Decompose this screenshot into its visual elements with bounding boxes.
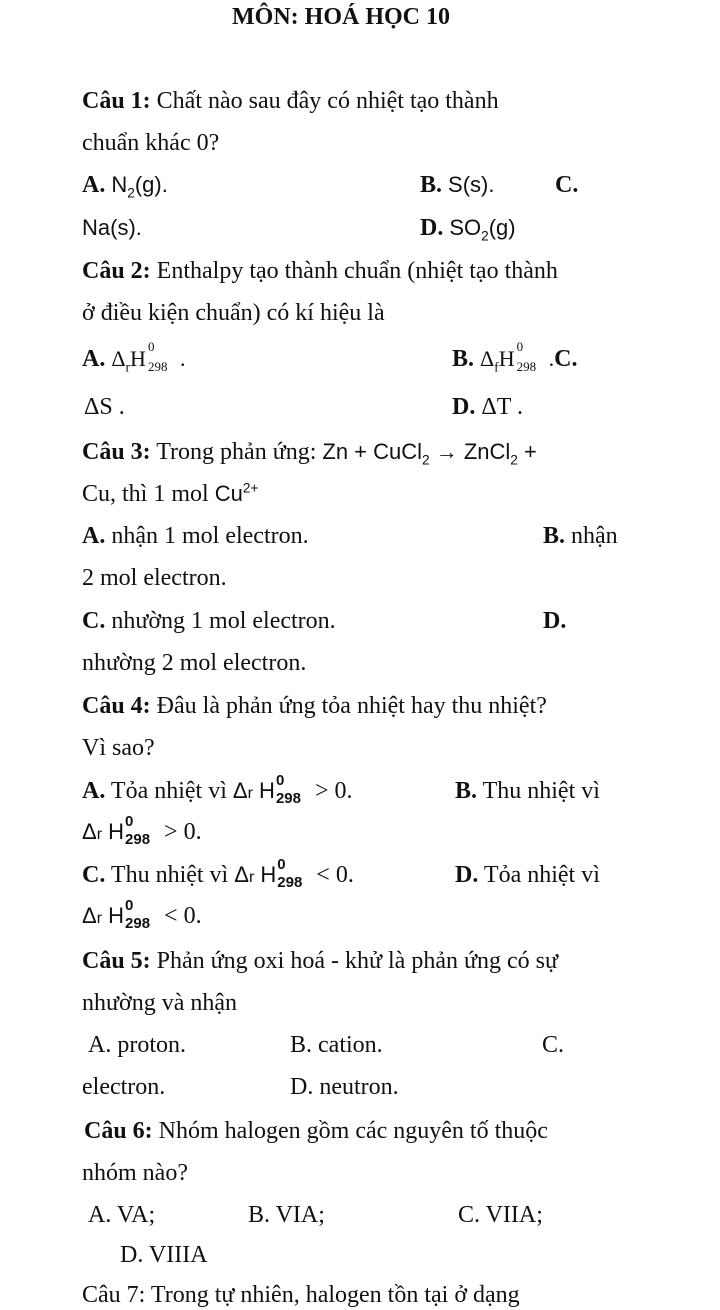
- option-text: ΔT .: [481, 394, 524, 420]
- question-3: [82, 437, 537, 467]
- option-text: Thu nhiệt vì: [477, 778, 600, 804]
- q2-option-c-label: C.: [554, 346, 578, 372]
- question-3-text-cont: Cu, thì 1 mol $Cu^{2+}$: [82, 480, 259, 507]
- question-2-text-cont: ở điều kiện chuẩn) có kí hiệu là: [82, 300, 385, 326]
- page-title: MÔN: HOÁ HỌC 10: [232, 4, 450, 30]
- option-text: Tỏa nhiệt vì: [105, 778, 233, 804]
- question-5: [82, 946, 558, 976]
- option-text: S(s).: [448, 172, 495, 197]
- option-label: B.: [452, 346, 475, 372]
- q4-option-b-cont: Δr H 0 298 > 0.: [82, 813, 202, 848]
- delta-h-expression: Δr H 0 298: [82, 897, 151, 932]
- option-label: A.: [82, 778, 106, 804]
- question-6-text-cont: nhóm nào?: [82, 1160, 188, 1186]
- q5-option-b: B. cation.: [290, 1032, 383, 1058]
- q1-option-d: [420, 213, 516, 243]
- question-1-text: Chất nào sau đây có nhiệt tạo thành: [150, 88, 499, 114]
- option-label: D.: [420, 215, 444, 241]
- option-text: $SO_2(g)$: [449, 215, 516, 244]
- q2-option-b: [452, 339, 578, 375]
- option-text: nhận 1 mol electron.: [105, 523, 309, 549]
- option-label: A.: [82, 346, 106, 372]
- q1-option-b: [420, 170, 494, 200]
- question-2: [82, 256, 558, 286]
- option-text: $N_2(g)$.: [111, 172, 168, 201]
- option-label: D.: [455, 862, 479, 888]
- question-4-label: Câu 4:: [82, 693, 151, 719]
- q2-option-d: [452, 392, 523, 422]
- q3-option-a: [82, 521, 309, 551]
- q5-option-d: D. neutron.: [290, 1074, 399, 1100]
- option-label: A.: [82, 523, 106, 549]
- q5-option-c-label: C.: [542, 1032, 565, 1058]
- q3-option-b: [543, 521, 618, 551]
- reaction-equation: Zn + CuCl$_2$ → ZnCl$_2$ +: [322, 439, 537, 468]
- q4-option-d: [455, 860, 600, 890]
- q1-option-c-text: Na(s).: [82, 215, 142, 240]
- option-label: A.: [82, 172, 106, 198]
- question-5-label: Câu 5:: [82, 948, 151, 974]
- q3-option-b-cont: 2 mol electron.: [82, 565, 227, 591]
- question-6-text: Nhóm halogen gồm các nguyên tố thuộc: [152, 1118, 548, 1144]
- delta-h-expression: Δr H 0 298: [232, 772, 301, 807]
- option-label: C.: [82, 862, 106, 888]
- option-label: B.: [543, 523, 566, 549]
- q1-option-c-label: C.: [555, 172, 579, 198]
- option-text: Tỏa nhiệt vì: [478, 862, 600, 888]
- q6-option-c: C. VIIA;: [458, 1202, 543, 1228]
- option-text: Thu nhiệt vì: [105, 862, 235, 888]
- question-4-text: Đâu là phản ứng tỏa nhiệt hay thu nhiệt?: [150, 693, 547, 719]
- delta-h-expression: Δr H 0 298: [82, 813, 151, 848]
- q2-option-a: [82, 339, 186, 375]
- q4-option-d-cont: Δr H 0 298 < 0.: [82, 897, 202, 932]
- question-7-partial: Câu 7: Trong tự nhiên, halogen tồn tại ở dạng: [82, 1282, 520, 1308]
- question-4: [82, 691, 547, 721]
- option-label: D.: [452, 394, 476, 420]
- option-text: nhường 1 mol electron.: [105, 608, 336, 634]
- question-3-text: Trong phản ứng:: [150, 439, 323, 465]
- q5-option-c-text: electron.: [82, 1074, 166, 1100]
- q6-option-d: D. VIIIA: [120, 1242, 208, 1268]
- q4-option-a: A. Tỏa nhiệt vì Δr H 0 298 > 0.: [82, 772, 353, 807]
- delta-h-expression: Δr H 0 298: [234, 856, 303, 891]
- q4-option-b: [455, 776, 600, 806]
- q1-option-a: [82, 170, 168, 200]
- question-2-text: Enthalpy tạo thành chuẩn (nhiệt tạo thành: [150, 258, 558, 284]
- question-3-label: Câu 3:: [82, 439, 151, 465]
- q3-option-c: [82, 606, 336, 636]
- option-label: B.: [420, 172, 443, 198]
- question-2-label: Câu 2:: [82, 258, 151, 284]
- q5-option-a: A. proton.: [88, 1032, 186, 1058]
- question-5-text-cont: nhường và nhận: [82, 990, 238, 1016]
- q2-option-c-text: ΔS .: [84, 394, 125, 420]
- question-4-text-cont: Vì sao?: [82, 735, 155, 761]
- delta-r-h-298: $\Delta_rH$ 0 298 .: [111, 339, 186, 375]
- question-1: [82, 86, 499, 116]
- question-6: [84, 1116, 548, 1146]
- question-5-text: Phản ứng oxi hoá - khử là phản ứng có sự: [150, 948, 558, 974]
- question-6-label: Câu 6:: [84, 1118, 153, 1144]
- q4-option-c: C. Thu nhiệt vì Δr H 0 298 < 0.: [82, 856, 354, 891]
- question-1-text-cont: chuẩn khác 0?: [82, 130, 220, 156]
- question-1-label: Câu 1:: [82, 88, 151, 114]
- option-text: nhận: [565, 523, 618, 549]
- q6-option-a: A. VA;: [88, 1202, 156, 1228]
- q3-option-d-text: nhường 2 mol electron.: [82, 650, 307, 676]
- option-label: C.: [82, 608, 106, 634]
- delta-f-h-298: $\Delta_fH$ 0 298 .: [480, 339, 555, 375]
- q6-option-b: B. VIA;: [248, 1202, 325, 1228]
- q3-option-d-label: D.: [543, 608, 567, 634]
- option-label: B.: [455, 778, 478, 804]
